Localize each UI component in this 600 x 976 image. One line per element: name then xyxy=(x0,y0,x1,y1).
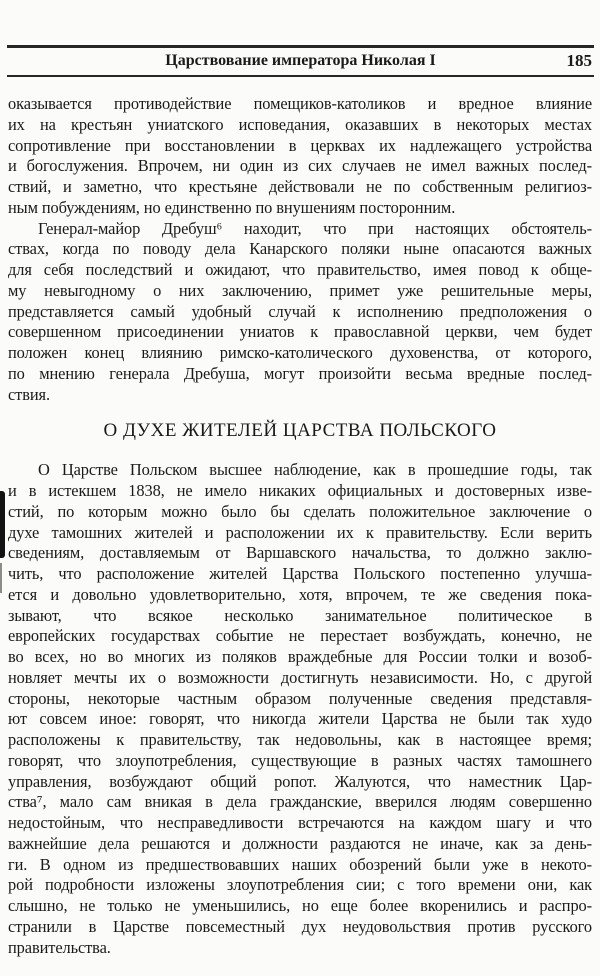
text-line: ги. В одном из предшествовавших наших обозрений были уже в некото- xyxy=(8,854,592,874)
text-line: стороны, некоторые частным образом полученные сведения представля- xyxy=(8,688,592,708)
text-line: положен конец влиянию римско-католического духовенства, от которого, xyxy=(8,343,592,362)
page-number: 185 xyxy=(566,51,592,70)
text-line: ства⁷, мало сам вникая в дела гражданские, вверился людям совершенно xyxy=(8,792,592,812)
text-line: чить, что расположение жителей Царства Польского постепенно улучша- xyxy=(8,564,592,583)
paragraph xyxy=(8,460,592,958)
text-line: и в истекшем 1838, не имело никаких официальных и достоверных изве- xyxy=(8,481,592,500)
text-line: сопротивление при восстановлении в церквах их надлежащего устройства xyxy=(8,135,592,155)
text-line: по мнению генерала Дребуша, могут произойти весьма вредные послед- xyxy=(8,363,592,383)
text-line: сведениям, доставляемым от Варшавского начальства, то должно заклю- xyxy=(8,543,592,563)
text-line: совершенном присоединении униатов к православной церкви, чем будет xyxy=(8,322,592,342)
text-line: и богослужения. Впрочем, ни один из сих случаев не имел важных послед- xyxy=(8,156,592,176)
text-line: рой подробности изложены злоупотребления сии; с того времени они, как xyxy=(8,875,592,895)
text-line: Генерал-майор Дребуш⁶ находит, что при настоящих обстоятель- xyxy=(38,218,592,238)
text-line: недостойным, что несправедливости встречаются на каждом шагу и что xyxy=(8,813,592,832)
text-line: ствах, когда по поводу дела Канарского поляки ныне опасаются важных xyxy=(8,239,592,259)
text-line: их на крестьян униатского исповедания, оказавших в некоторых местах xyxy=(8,114,592,134)
text-line: представляется самый удобный случай к исполнению предположения о xyxy=(8,301,592,321)
text-line: стий, по которым можно было бы сделать положительное заключение о xyxy=(8,501,592,521)
text-line: слышно, не только не уменьшились, но еще более вкоренились и распро- xyxy=(8,896,592,915)
text-line: О Царстве Польском высшее наблюдение, как в прошедшие годы, так xyxy=(38,460,592,480)
text-line: расположены к правительству, так недовольны, как в настоящее время; xyxy=(8,730,592,749)
text-line: говорят, что злоупотребления, существующие в разных частях тамошнего xyxy=(8,750,592,770)
paragraph xyxy=(8,94,592,219)
text-line: ствия. xyxy=(8,384,50,404)
text-line: оказывается противодействие помещиков-католиков и вредное влияние xyxy=(8,94,592,113)
text-line: управления, возбуждают общий ропот. Жалуются, что наместник Цар- xyxy=(8,771,592,791)
page-text xyxy=(8,94,592,958)
text-line: духе тамошних жителей и расположении их к правительству. Если верить xyxy=(8,522,592,542)
text-line: зывают, что всякое несколько занимательное политическое в xyxy=(8,605,592,625)
text-line: му невыгодному о них заключению, примет уже решительные меры, xyxy=(8,280,592,300)
text-line: ется и довольно удовлетворительно, хотя, впрочем, те же сведения пока- xyxy=(8,584,592,604)
section-heading: О ДУХЕ ЖИТЕЛЕЙ ЦАРСТВА ПОЛЬСКОГО xyxy=(103,420,497,442)
text-line: европейских государствах событие не перестает возбуждать, конечно, не xyxy=(8,626,592,646)
text-line: новляет мечты их о возможности достигнуть независимости. Но, с другой xyxy=(8,667,592,687)
text-line: для себя последствий и ожидают, что правительство, имея повод к обще- xyxy=(8,260,592,279)
text-line: странили в Царстве повсеместный дух неудовольствия против русского xyxy=(8,916,592,936)
text-line: ют совсем иное: говорят, что никогда жители Царства не были так худо xyxy=(8,709,592,729)
text-line: во всех, но во многих из поляков враждебные для России толки и возоб- xyxy=(8,647,592,666)
header-rule-bottom xyxy=(7,75,594,78)
running-head xyxy=(7,48,594,73)
text-line: правительства. xyxy=(8,937,111,957)
text-line: важнейшие дела решаются и должности раздаются не иначе, как за день- xyxy=(8,833,592,853)
paragraph xyxy=(8,219,592,406)
scan-artifact-thin xyxy=(0,563,2,593)
text-line: ным побуждениям, но единственно по внушениям посторонним. xyxy=(8,197,456,217)
text-line: ствий, и заметно, что крестьяне действовали не по собственным религиоз- xyxy=(8,177,592,196)
scan-artifact-bar xyxy=(0,491,5,558)
running-head-title: Царствование императора Николая I xyxy=(165,52,436,69)
